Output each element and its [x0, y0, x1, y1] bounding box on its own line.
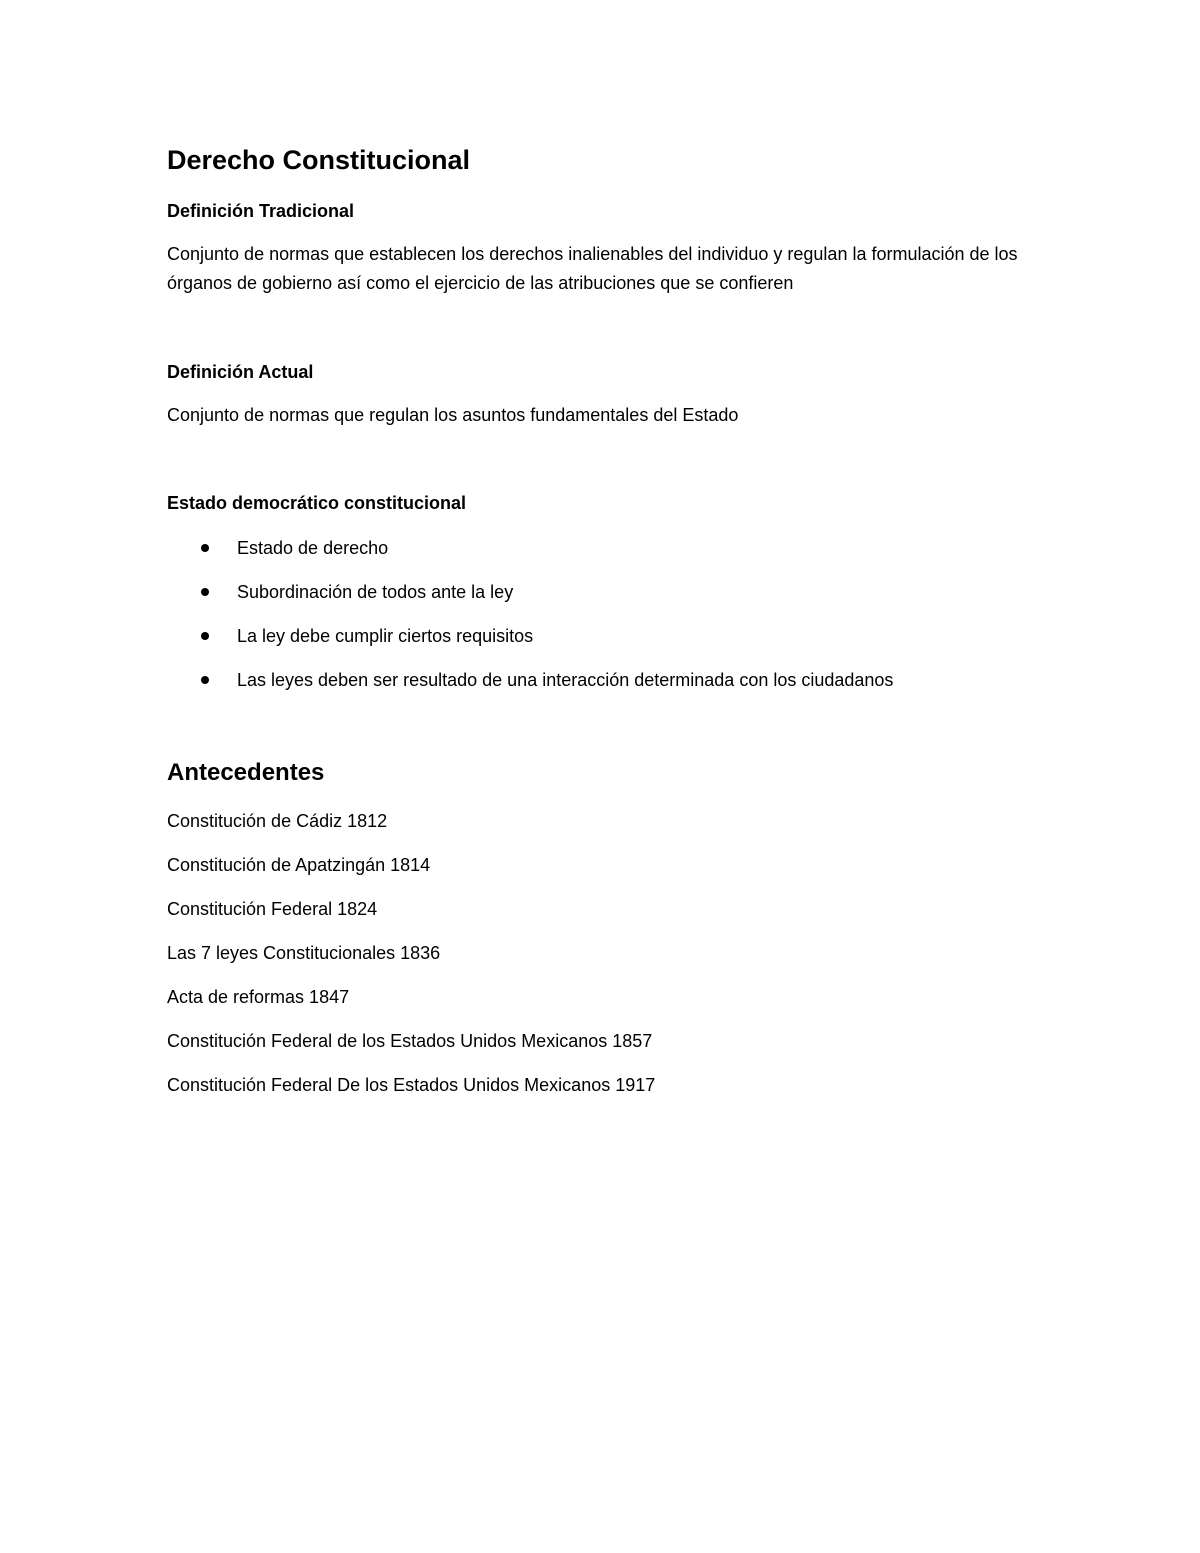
antecedents-list: [167, 808, 655, 1116]
traditional-definition-text: Conjunto de normas que establecen los derechos inalienables del individuo y regulan la formulación de los órganos de gobierno así como el ejercicio de las atribuciones que se confieren: [167, 244, 1018, 293]
list-item: Constitución Federal de los Estados Unidos Mexicanos 1857: [167, 1031, 653, 1051]
document-title: Derecho Constitucional: [167, 145, 471, 175]
current-definition-text: Conjunto de normas que regulan los asuntos fundamentales del Estado: [167, 405, 739, 425]
list-item-text: Subordinación de todos ante la ley: [237, 582, 514, 602]
list-item: Acta de reformas 1847: [167, 987, 350, 1007]
bullet-icon: [201, 588, 209, 596]
antecedents-heading: Antecedentes: [167, 759, 325, 786]
bullet-icon: [201, 544, 209, 552]
list-item: Constitución de Apatzingán 1814: [167, 855, 431, 875]
democratic-state-heading: Estado democrático constitucional: [167, 493, 467, 513]
list-item: Las 7 leyes Constitucionales 1836: [167, 943, 441, 963]
bullet-icon: [201, 676, 209, 684]
bullet-icon: [201, 632, 209, 640]
list-item-text: La ley debe cumplir ciertos requisitos: [237, 626, 534, 646]
list-item-text: Las leyes deben ser resultado de una interacción determinada con los ciudadanos: [237, 670, 894, 690]
list-item-text: Estado de derecho: [237, 538, 389, 558]
list-item: Constitución de Cádiz 1812: [167, 811, 388, 831]
current-definition-heading: Definición Actual: [167, 362, 314, 382]
traditional-definition-heading: Definición Tradicional: [167, 201, 355, 221]
list-item: Constitución Federal De los Estados Unidos Mexicanos 1917: [167, 1075, 656, 1095]
list-item: Constitución Federal 1824: [167, 899, 378, 919]
